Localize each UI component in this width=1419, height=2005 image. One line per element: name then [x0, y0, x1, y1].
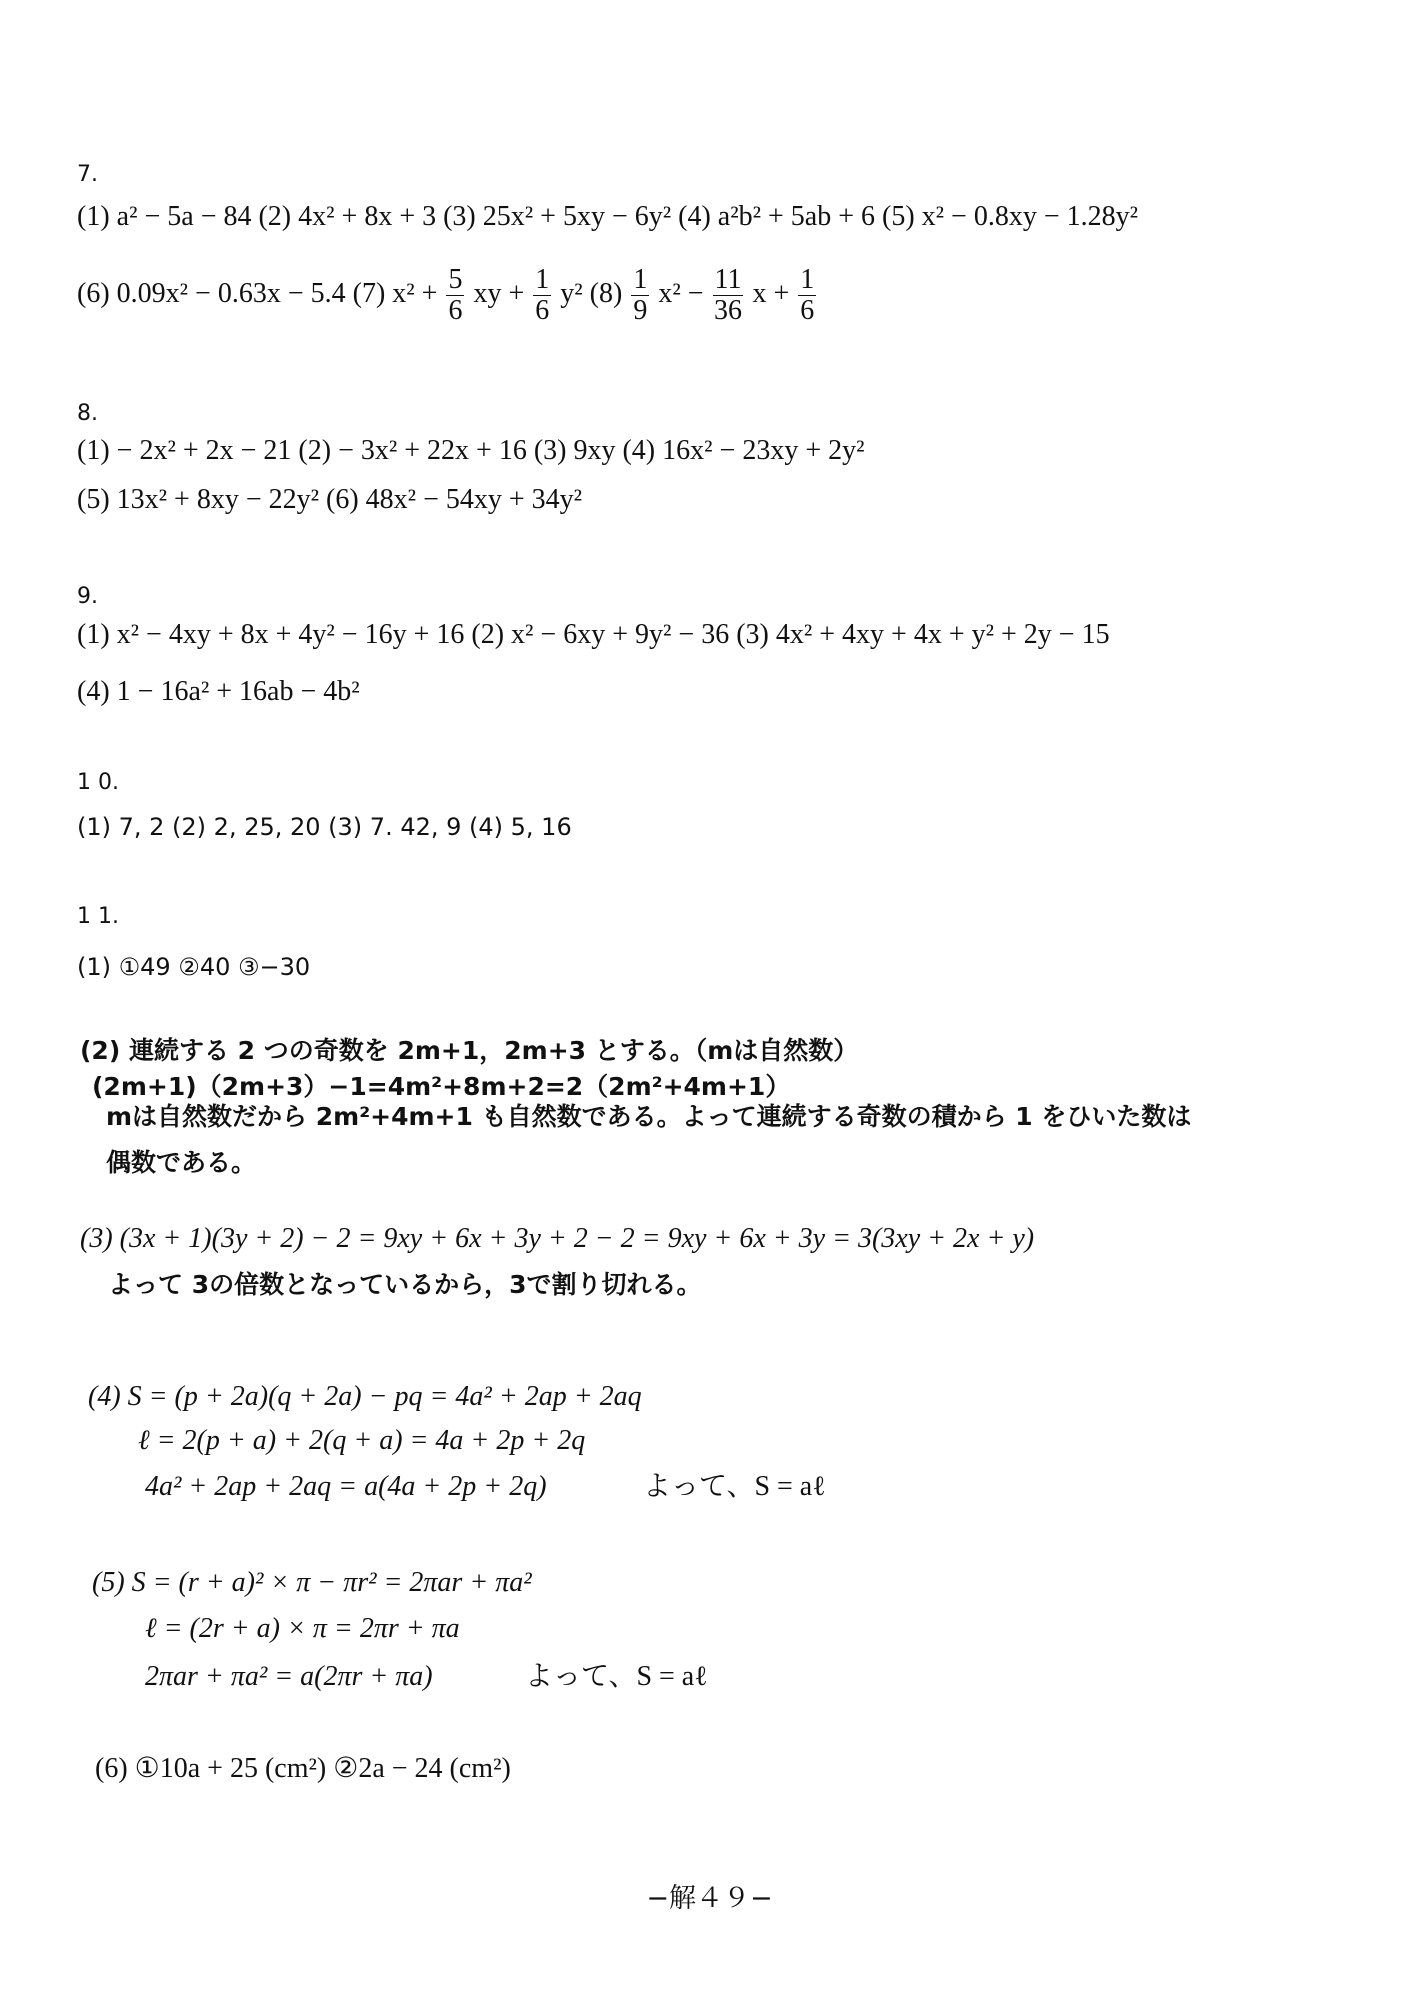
text-segment: (6) 0.09x² − 0.63x − 5.4 (7) x² +: [77, 278, 438, 309]
answer-part-6: (6) ①10a + 25 (cm²) ②2a − 24 (cm²): [95, 1753, 511, 1784]
section-9-heading: 9.: [77, 584, 98, 609]
answer-line: よって 3の倍数となっているから，3で割り切れる。: [108, 1270, 702, 1299]
answer-line-fractions: [77, 262, 818, 326]
denominator: 36: [713, 295, 742, 327]
fraction: [798, 265, 816, 326]
answer-line: (1) − 2x² + 2x − 21 (2) − 3x² + 22x + 16 (3) 9xy (4) 16x² − 23xy + 2y²: [77, 435, 865, 466]
answer-part-1: (1) ①49 ②40 ③−30: [77, 953, 311, 981]
answer-part-5: (5) S = (r + a)² × π − πr² = 2πar + πa²: [92, 1567, 532, 1598]
answer-part-2: (2) 連続する 2 つの奇数を 2m+1，2m+3 とする。（mは自然数）: [80, 1036, 859, 1065]
answer-line: 4a² + 2ap + 2aq = a(4a + 2p + 2q): [145, 1471, 547, 1502]
section-7-heading: 7.: [77, 162, 98, 187]
fraction: [446, 265, 464, 326]
numerator: 1: [800, 264, 815, 296]
answer-line: 偶数である。: [106, 1148, 257, 1177]
page-number: −解４９−: [646, 1883, 773, 1914]
section-8-heading: 8.: [77, 401, 98, 426]
fraction: [713, 265, 744, 326]
conclusion: よって、S = aℓ: [525, 1661, 708, 1692]
fraction: [631, 265, 649, 326]
numerator: 5: [448, 264, 463, 296]
section-11-heading: 1 1.: [77, 904, 119, 929]
answer-line: (1) x² − 4xy + 8x + 4y² − 16y + 16 (2) x² − 6xy + 9y² − 36 (3) 4x² + 4xy + 4x + y² + 2y − 15: [77, 619, 1110, 650]
denominator: 9: [633, 295, 648, 327]
answer-line: ℓ = 2(p + a) + 2(q + a) = 4a + 2p + 2q: [138, 1425, 586, 1456]
denominator: 6: [448, 295, 463, 327]
answer-line: (1) a² − 5a − 84 (2) 4x² + 8x + 3 (3) 25x² + 5xy − 6y² (4) a²b² + 5ab + 6 (5) x² − 0.8xy − 1.28y²: [77, 201, 1139, 232]
numerator: 1: [633, 264, 648, 296]
fraction: [533, 265, 551, 326]
answer-line: (1) 7, 2 (2) 2, 25, 20 (3) 7. 42, 9 (4) 5, 16: [77, 813, 572, 841]
answer-part-3: (3) (3x + 1)(3y + 2) − 2 = 9xy + 6x + 3y + 2 − 2 = 9xy + 6x + 3y = 3(3xy + 2x + y): [80, 1223, 1035, 1254]
section-10-heading: 1 0.: [77, 770, 119, 795]
answer-line: ℓ = (2r + a) × π = 2πr + πa: [145, 1613, 460, 1644]
answer-line: mは自然数だから 2m²+4m+1 も自然数である。よって連続する奇数の積から 1 をひいた数は: [106, 1102, 1192, 1131]
text-segment: y² (8): [560, 278, 623, 309]
text-segment: x +: [752, 278, 790, 309]
answer-line: (4) 1 − 16a² + 16ab − 4b²: [77, 676, 360, 707]
denominator: 6: [535, 295, 550, 327]
answer-line: 2πar + πa² = a(2πr + πa): [145, 1661, 433, 1692]
text-segment: x² −: [658, 278, 704, 309]
numerator: 1: [535, 264, 550, 296]
answer-part-4: (4) S = (p + 2a)(q + 2a) − pq = 4a² + 2ap + 2aq: [88, 1381, 642, 1412]
conclusion: よって、S = aℓ: [643, 1471, 826, 1502]
denominator: 6: [800, 295, 815, 327]
text-segment: xy +: [473, 278, 525, 309]
numerator: 11: [714, 264, 742, 296]
answer-line: (2m+1)（2m+3）−1=4m²+8m+2=2（2m²+4m+1）: [92, 1072, 791, 1101]
answer-line: (5) 13x² + 8xy − 22y² (6) 48x² − 54xy + 34y²: [77, 484, 583, 515]
